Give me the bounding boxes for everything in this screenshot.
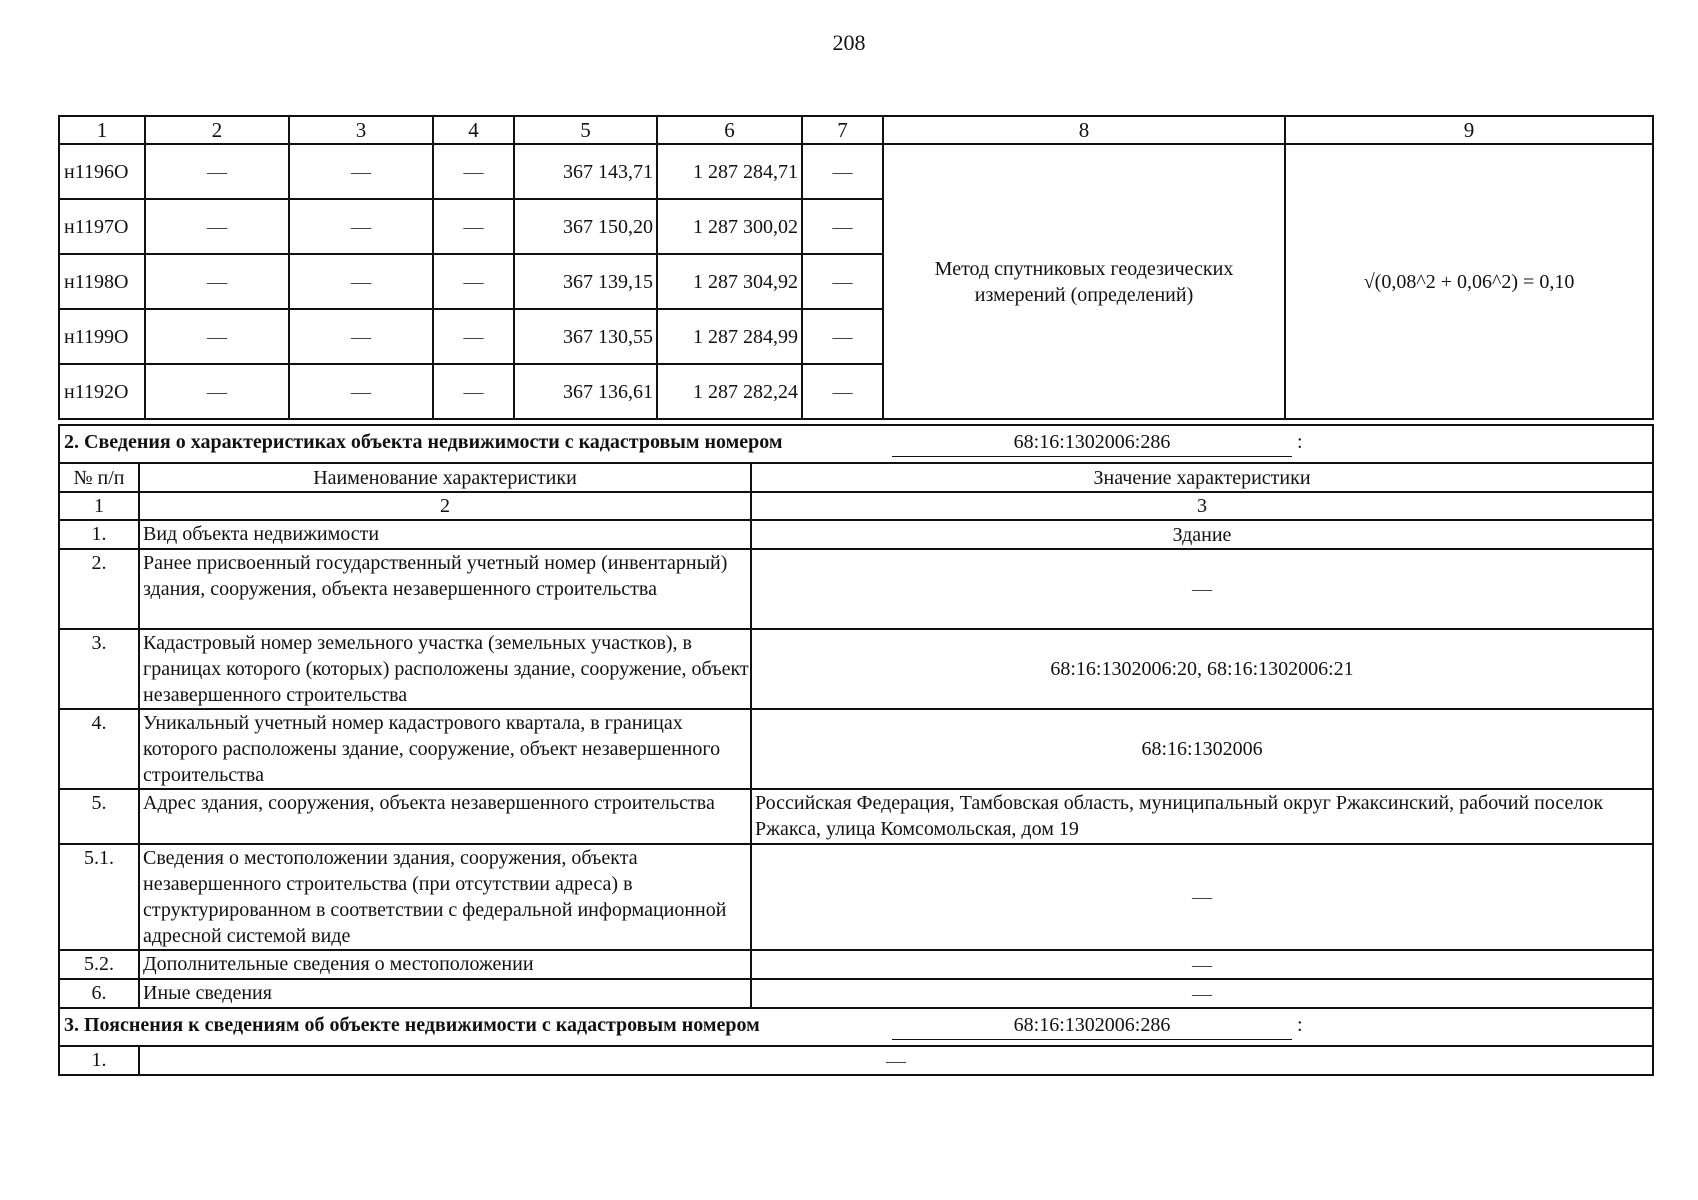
characteristic-value: 68:16:1302006:20, 68:16:1302006:21 xyxy=(751,629,1653,709)
accuracy-formula: √(0,08^2 + 0,06^2) = 0,10 xyxy=(1285,144,1653,419)
dash-cell: — xyxy=(433,144,514,199)
x-coordinate: 367 143,71 xyxy=(514,144,657,199)
characteristic-value: 68:16:1302006 xyxy=(751,709,1653,789)
column-number: 6 xyxy=(657,116,802,144)
dash-cell: — xyxy=(802,309,883,364)
x-coordinate: 367 139,15 xyxy=(514,254,657,309)
characteristic-name: Сведения о местоположении здания, сооружения, объекта незавершенного строительства (при отсутствии адреса) в структурированном в соответствии с федеральной информационной адресной системой виде xyxy=(139,844,751,950)
point-label: н1198О xyxy=(59,254,145,309)
characteristic-value: — xyxy=(751,950,1653,979)
row-number: 5.1. xyxy=(59,844,139,950)
dash-cell: — xyxy=(433,364,514,419)
characteristic-name: Адрес здания, сооружения, объекта незавершенного строительства xyxy=(139,789,751,844)
column-number: 9 xyxy=(1285,116,1653,144)
row-number: 4. xyxy=(59,709,139,789)
characteristic-value: — xyxy=(751,844,1653,950)
table-row xyxy=(59,979,1653,1008)
table-row xyxy=(59,709,1653,789)
point-label: н1199О xyxy=(59,309,145,364)
point-label: н1192О xyxy=(59,364,145,419)
coordinates-header-row xyxy=(59,116,1653,144)
dash-cell: — xyxy=(802,199,883,254)
row-number: 5.2. xyxy=(59,950,139,979)
section-3-cadastral-number: 68:16:1302006:286 xyxy=(892,1012,1292,1040)
column-number: 4 xyxy=(433,116,514,144)
dash-cell: — xyxy=(145,254,289,309)
page-number: 208 xyxy=(832,30,866,55)
characteristic-value: — xyxy=(751,979,1653,1008)
characteristic-value: — xyxy=(751,549,1653,629)
dash-cell: — xyxy=(289,309,433,364)
dash-cell: — xyxy=(802,364,883,419)
header-no: № п/п xyxy=(59,463,139,492)
point-label: н1196О xyxy=(59,144,145,199)
section-3-colon: : xyxy=(1297,1014,1303,1036)
dash-cell: — xyxy=(289,254,433,309)
characteristic-name: Кадастровый номер земельного участка (земельных участков), в границах которого (которых) расположены здание, сооружение, объект незавершенного строительства xyxy=(139,629,751,709)
point-label: н1197О xyxy=(59,199,145,254)
row-number: 1. xyxy=(59,1046,139,1075)
column-number: 2 xyxy=(145,116,289,144)
section-3-title-row xyxy=(59,1008,1653,1046)
row-number: 3. xyxy=(59,629,139,709)
x-coordinate: 367 150,20 xyxy=(514,199,657,254)
y-coordinate: 1 287 300,02 xyxy=(657,199,802,254)
dash-cell: — xyxy=(289,364,433,419)
dash-cell: — xyxy=(145,309,289,364)
explanation-value: — xyxy=(139,1046,1653,1075)
dash-cell: — xyxy=(289,199,433,254)
row-number: 1. xyxy=(59,520,139,549)
table-row xyxy=(59,549,1653,629)
row-number: 6. xyxy=(59,979,139,1008)
column-number: 5 xyxy=(514,116,657,144)
table-row xyxy=(59,520,1653,549)
section-2-title-row xyxy=(59,425,1653,463)
table-row xyxy=(59,629,1653,709)
y-coordinate: 1 287 284,99 xyxy=(657,309,802,364)
table-row xyxy=(59,144,1653,199)
dash-cell: — xyxy=(433,309,514,364)
table-row xyxy=(59,789,1653,844)
characteristic-name: Ранее присвоенный государственный учетный номер (инвентарный) здания, сооружения, объекта незавершенного строительства xyxy=(139,549,751,629)
dash-cell: — xyxy=(289,144,433,199)
section-2-colon: : xyxy=(1297,431,1303,453)
table-row xyxy=(59,950,1653,979)
section-3-title: 3. Пояснения к сведениям об объекте недвижимости с кадастровым номером xyxy=(64,1014,760,1036)
column-number: 2 xyxy=(139,492,751,520)
characteristic-name: Уникальный учетный номер кадастрового квартала, в границах которого расположены здание, сооружение, объект незавершенного строительства xyxy=(139,709,751,789)
coordinates-table xyxy=(58,115,1654,420)
dash-cell: — xyxy=(145,144,289,199)
column-number: 1 xyxy=(59,116,145,144)
column-number: 3 xyxy=(289,116,433,144)
dash-cell: — xyxy=(145,199,289,254)
x-coordinate: 367 136,61 xyxy=(514,364,657,419)
table-row xyxy=(59,844,1653,950)
characteristic-name: Иные сведения xyxy=(139,979,751,1008)
characteristic-name: Дополнительные сведения о местоположении xyxy=(139,950,751,979)
method-cell: Метод спутниковых геодезических измерений (определений) xyxy=(883,144,1285,419)
y-coordinate: 1 287 284,71 xyxy=(657,144,802,199)
x-coordinate: 367 130,55 xyxy=(514,309,657,364)
characteristics-table xyxy=(58,424,1654,1076)
characteristic-name: Вид объекта недвижимости xyxy=(139,520,751,549)
y-coordinate: 1 287 304,92 xyxy=(657,254,802,309)
column-number: 8 xyxy=(883,116,1285,144)
row-number: 2. xyxy=(59,549,139,629)
characteristic-value: Российская Федерация, Тамбовская область, муниципальный округ Ржаксинский, рабочий поселок Ржакса, улица Комсомольская, дом 19 xyxy=(751,789,1653,844)
column-number: 3 xyxy=(751,492,1653,520)
header-value: Значение характеристики xyxy=(751,463,1653,492)
column-number: 1 xyxy=(59,492,139,520)
characteristics-header-row xyxy=(59,463,1653,492)
dash-cell: — xyxy=(433,254,514,309)
section-2-cadastral-number: 68:16:1302006:286 xyxy=(892,429,1292,457)
row-number: 5. xyxy=(59,789,139,844)
dash-cell: — xyxy=(145,364,289,419)
column-number: 7 xyxy=(802,116,883,144)
dash-cell: — xyxy=(802,144,883,199)
column-numbers-row xyxy=(59,492,1653,520)
section-2-title: 2. Сведения о характеристиках объекта недвижимости с кадастровым номером xyxy=(64,431,783,453)
dash-cell: — xyxy=(433,199,514,254)
table-row xyxy=(59,1046,1653,1075)
dash-cell: — xyxy=(802,254,883,309)
header-name: Наименование характеристики xyxy=(139,463,751,492)
y-coordinate: 1 287 282,24 xyxy=(657,364,802,419)
characteristic-value: Здание xyxy=(751,520,1653,549)
